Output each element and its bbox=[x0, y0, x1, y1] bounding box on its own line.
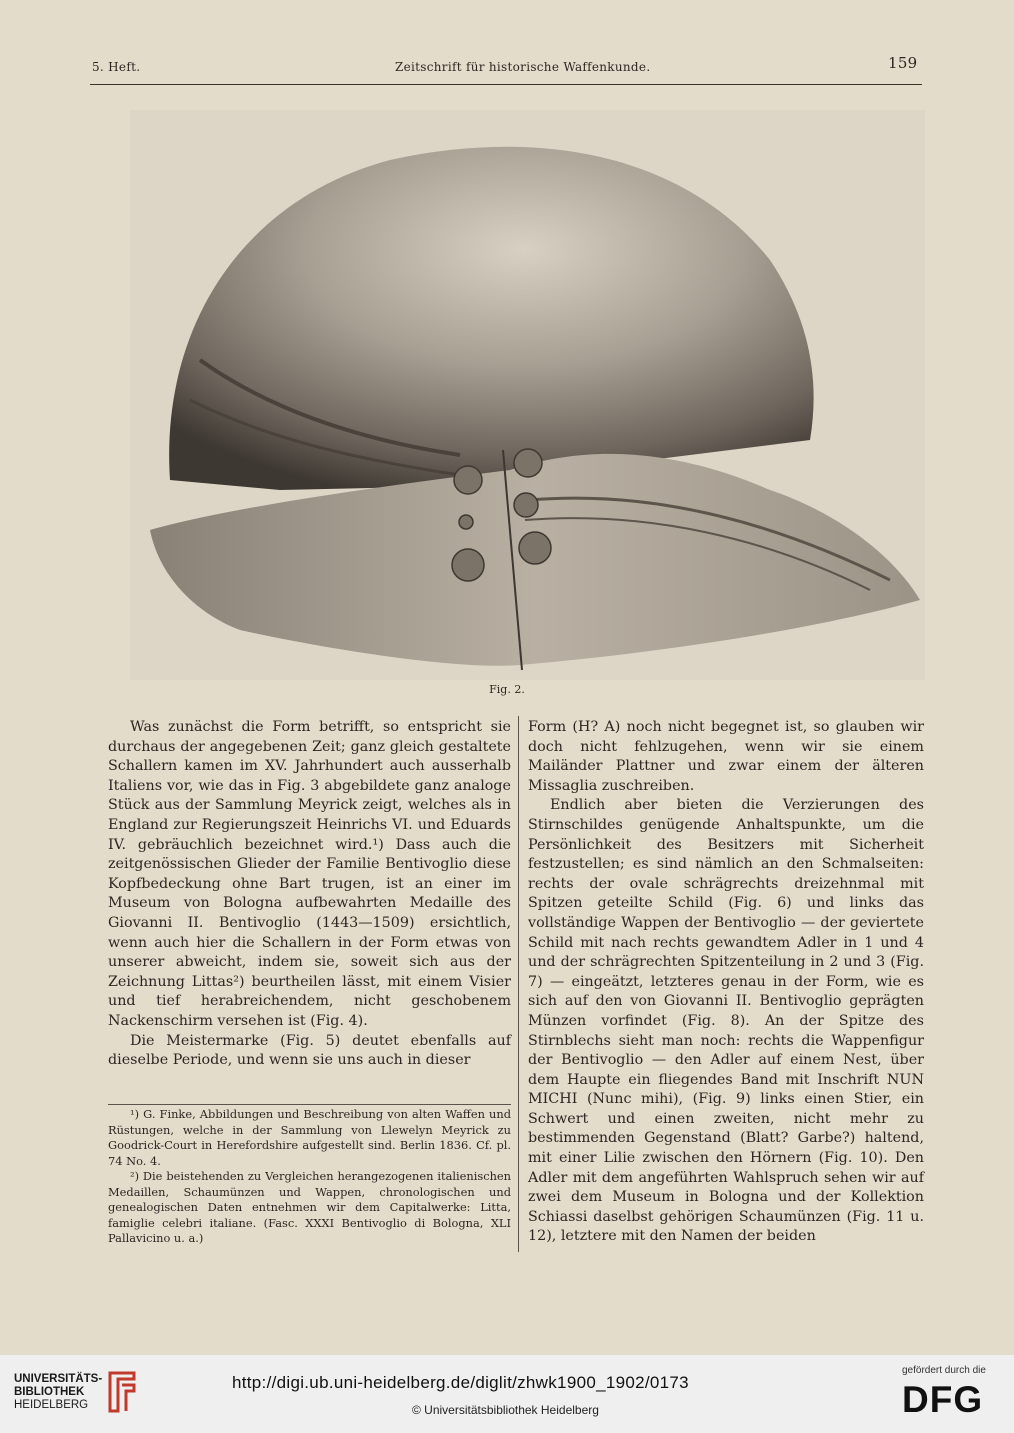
running-title: Zeitschrift für historische Waffenkunde. bbox=[395, 60, 651, 74]
library-name: UNIVERSITÄTS- BIBLIOTHEK HEIDELBERG bbox=[14, 1373, 103, 1411]
header-rule bbox=[90, 84, 922, 85]
right-column bbox=[528, 718, 924, 1247]
column-divider bbox=[518, 716, 519, 1252]
footnote: ²) Die beistehenden zu Vergleichen herangezogenen italienischen Medaillen, Schaumünzen und Wappen, chronologischen und genealogischen Daten entnehmen wir dem Capitalwerke: Litta, famiglie celebri italiane. (Fasc. XXXI Bentivoglio di Bologna, XLI Pallavicino u. a.) bbox=[108, 1169, 511, 1245]
paragraph: Form (H? A) noch nicht begegnet ist, so glauben wir doch nicht fehlzugehen, wenn wir sie einem Mailänder Plattner und zwar einem der älteren Missaglia zuschreiben. bbox=[528, 719, 924, 794]
library-logo-icon bbox=[104, 1367, 140, 1417]
permalink-url[interactable]: http://digi.ub.uni-heidelberg.de/diglit/zhwk1900_1902/0173 bbox=[232, 1373, 689, 1392]
paragraph: Was zunächst die Form betrifft, so entspricht sie durchaus der angegebenen Zeit; ganz gleich gestaltete Schallern kamen im XV. Jahrhundert auch ausserhalb Italiens vor, wie das in Fig. 3 abgebildete ganz analoge Stück aus der Sammlung Meyrick zeigt, welches als in England zur Regierungszeit Heinrichs VI. und Eduards IV. gebräuchlich bezeichnet wird.¹) Dass auch die zeitgenössischen Glieder der Familie Bentivoglio diese Kopfbedeckung ohne Bart trugen, ist an einer im Museum von Bologna aufbewahrten Medaille des Giovanni II. Bentivoglio (1443—1509) ersichtlich, wenn auch hier die Schallern in der Form etwas von unserer abweicht, indem sie, soweit sich aus der Zeichnung Littas²) beurtheilen lässt, mit einem Visier und tief herabreichendem, nicht geschobenem Nackenschirm versehen ist (Fig. 4). bbox=[108, 719, 511, 1029]
figure-caption: Fig. 2. bbox=[489, 683, 525, 696]
viewer-footer bbox=[0, 1355, 1014, 1433]
footnotes bbox=[108, 1107, 511, 1247]
page-number: 159 bbox=[888, 54, 918, 72]
dfg-logo: DFG bbox=[902, 1379, 984, 1420]
footnote: ¹) G. Finke, Abbildungen und Beschreibung von alten Waffen und Rüstungen, welche in der Sammlung von Llewelyn Meyrick zu Goodrick-Court in Herefordshire aufgestellt sind. Berlin 1836. Cf. pl. 74 No. 4. bbox=[108, 1107, 511, 1168]
copyright-notice: © Universitätsbibliothek Heidelberg bbox=[412, 1403, 599, 1417]
paragraph: Endlich aber bieten die Verzierungen des Stirnschildes genügende Anhaltspunkte, um die Persönlichkeit des Besitzers mit Sicherheit festzustellen; es sind nämlich an den Schmalseiten: rechts der ovale schrägrechts dreizehnmal mit Spitzen geteilte Schild (Fig. 6) und links das vollständige Wappen der Bentivoglio — der geviertete Schild mit nach rechts gewandtem Adler in 1 und 4 und der schrägrechten Spitzenteilung in 2 und 3 (Fig. 7) — eingeätzt, letzteres genau in der Form, wie es sich auf den von Giovanni II. Bentivoglio geprägten Münzen vorfindet (Fig. 8). An der Spitze des Stirnblechs sieht man noch: rechts die Wappenfigur der Bentivoglio — den Adler auf einem Nest, über dem Haupte ein fliegendes Band mit Inschrift NUN MICHI (Nunc mihi), (Fig. 9) links einen Stier, ein Schwert und einen zweiten, nicht mehr zu bestimmenden Gegenstand (Blatt? Garbe?) haltend, mit einer Lilie zwischen den Hörnern (Fig. 10). Den Adler mit dem angeführten Wahlspruch sehen wir auf zwei dem Museum in Bologna und der Kollektion Schiassi daselbst gehörigen Schaumünzen (Fig. 11 u. 12), letztere mit den Namen der beiden bbox=[528, 797, 924, 1245]
paragraph: Die Meistermarke (Fig. 5) deutet ebenfalls auf dieselbe Periode, und wenn sie uns auch in dieser bbox=[108, 1032, 511, 1069]
issue-label: 5. Heft. bbox=[92, 60, 141, 74]
left-column bbox=[108, 718, 511, 1071]
funding-note: gefördert durch die bbox=[902, 1365, 986, 1376]
helmet-figure bbox=[130, 110, 925, 680]
footnote-rule bbox=[108, 1104, 511, 1105]
